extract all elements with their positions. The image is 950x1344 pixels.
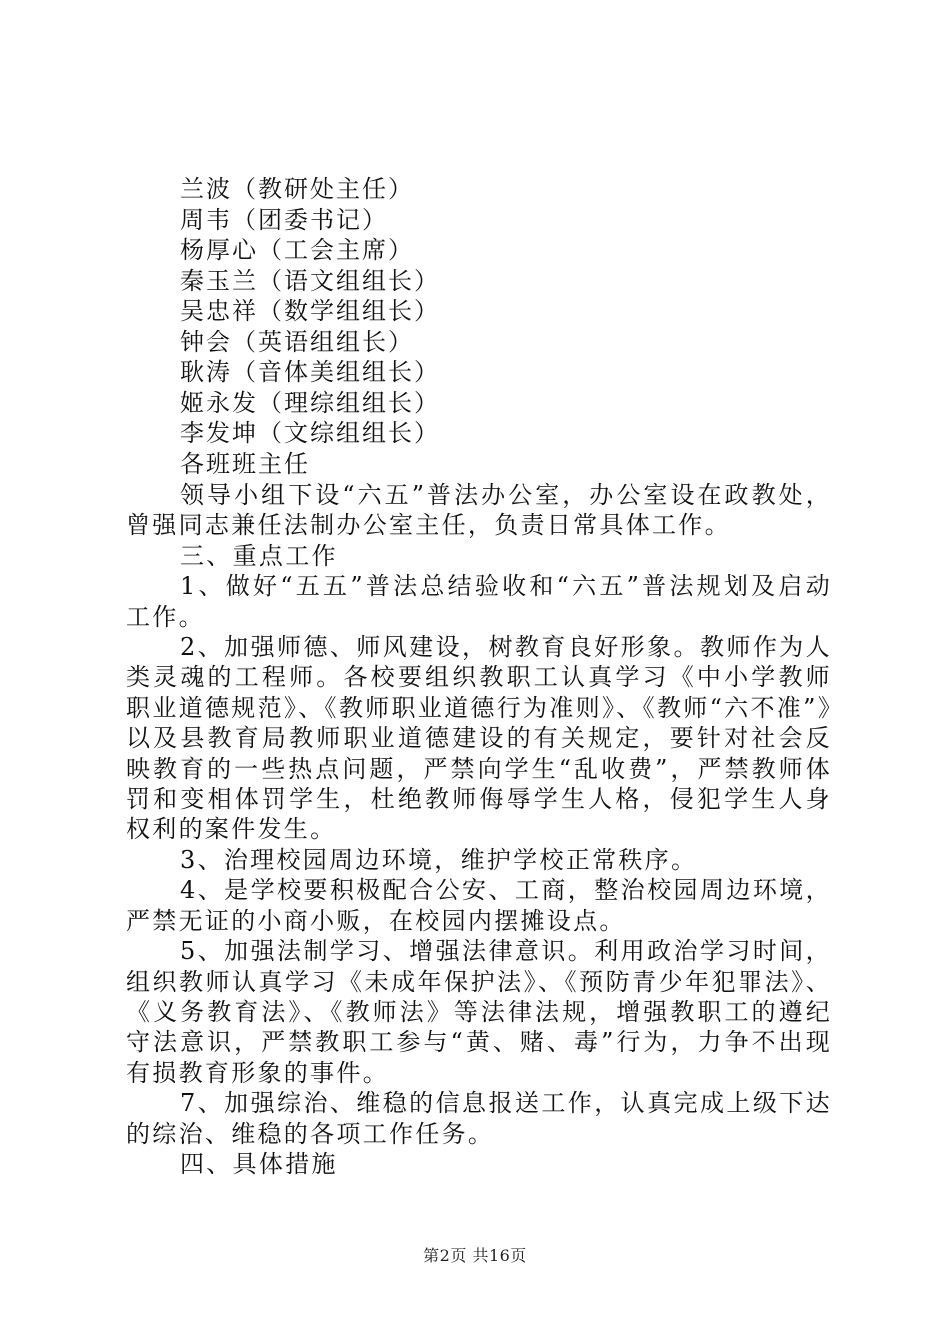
paragraph-item-5: 5、加强法制学习、增强法律意识。利用政治学习时间，组织教师认真学习《未成年保护法》、《预防青少年犯罪法》、《义务教育法》、《教师法》等法律法规，增强教职工的遵纪守法意识，严禁教职工参与“黄、赌、毒”行为，力争不出现有损教育形象的事件。: [126, 937, 832, 1087]
member-item: 兰波（教研处主任）: [180, 175, 414, 203]
member-item: 秦玉兰（语文组组长）: [180, 266, 440, 295]
paragraph-item-3: 3、治理校园周边环境，维护学校正常秩序。: [180, 845, 698, 874]
member-item: 各班班主任: [180, 449, 310, 478]
document-body: [126, 480, 832, 1179]
paragraph-item-4: 4、是学校要积极配合公安、工商，整治校园周边环境，严禁无证的小商小贩，在校园内摆摊设点。: [126, 876, 832, 935]
paragraph-office: 领导小组下设“六五”普法办公室，办公室设在政教处，曾强同志兼任法制办公室主任，负责日常具体工作。: [126, 481, 832, 540]
page-number-footer: 第2页 共16页: [423, 1246, 527, 1265]
member-item: 姬永发（理综组组长）: [180, 388, 440, 417]
member-item: 耿涛（音体美组组长）: [180, 358, 440, 386]
paragraph-item-2: 2、加强师德、师风建设，树教育良好形象。教师作为人类灵魂的工程师。各校要组织教职工认真学习《中小学教师职业道德规范》、《教师职业道德行为准则》、《教师“六不准”》以及县教育局教师职业道德建设的有关规定，要针对社会反映教育的一些热点问题，严禁向学生“乱收费”，严禁教师体罚和变相体罚学生，杜绝教师侮辱学生人格，侵犯学生人身权利的案件发生。: [126, 633, 832, 844]
member-item: 李发坤（文综组组长）: [180, 419, 440, 447]
member-item: 吴忠祥（数学组组长）: [180, 297, 440, 325]
section-heading-measures: 四、具体措施: [180, 1149, 338, 1178]
member-list: [180, 174, 440, 479]
paragraph-item-7: 7、加强综治、维稳的信息报送工作，认真完成上级下达的综治、维稳的各项工作任务。: [126, 1089, 832, 1148]
paragraph-item-1: 1、做好“五五”普法总结验收和“六五”普法规划及启动工作。: [126, 572, 832, 631]
member-item: 杨厚心（工会主席）: [180, 236, 414, 264]
member-item: 周韦（团委书记）: [180, 205, 388, 234]
section-heading-key-work: 三、重点工作: [180, 541, 338, 570]
member-item: 钟会（英语组组长）: [180, 327, 414, 356]
